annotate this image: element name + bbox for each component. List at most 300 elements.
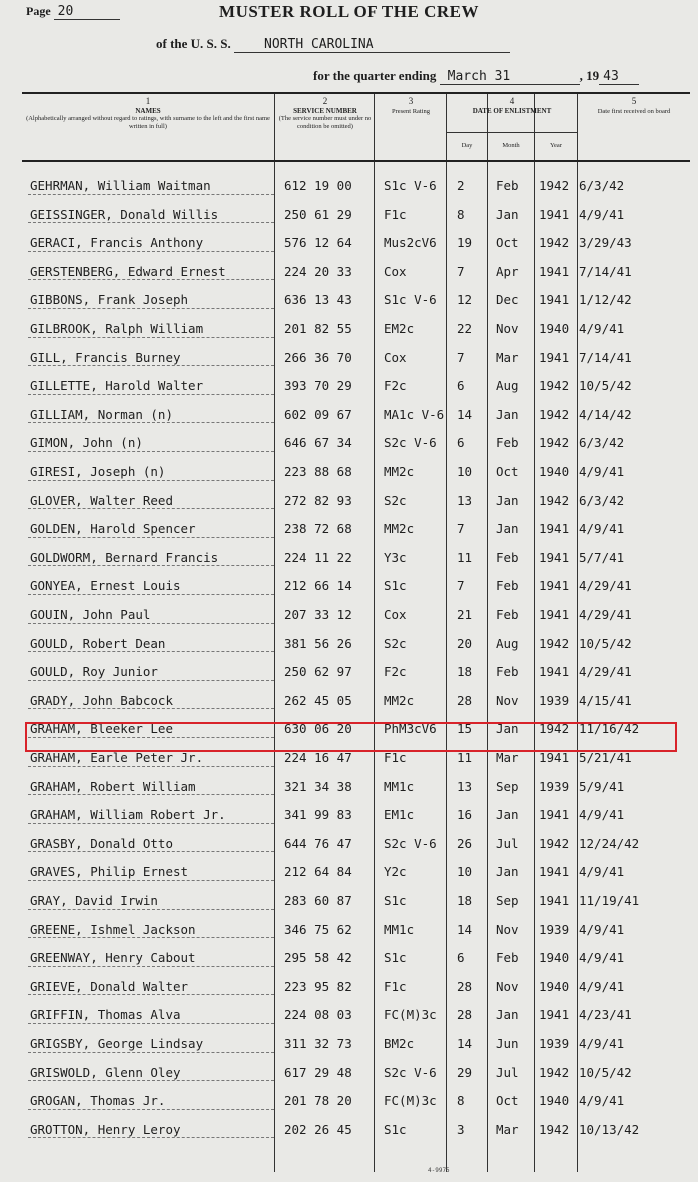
header-names bbox=[26, 98, 270, 130]
crew-name: GONYEA, Ernest Louis bbox=[30, 578, 181, 594]
enlist-year: 1941 bbox=[539, 750, 570, 765]
crew-name: GREENWAY, Henry Cabout bbox=[30, 950, 196, 966]
date-received: 11/19/41 bbox=[579, 893, 640, 908]
enlist-year: 1942 bbox=[539, 1121, 570, 1137]
date-received: 1/12/42 bbox=[579, 292, 632, 308]
enlist-day: 11 bbox=[457, 549, 473, 565]
enlist-year: 1941 bbox=[539, 578, 570, 594]
table-row bbox=[22, 942, 690, 971]
date-received: 4/9/41 bbox=[579, 321, 625, 336]
present-rating: F1c bbox=[384, 978, 407, 994]
header-enlistment bbox=[447, 98, 577, 115]
date-received: 10/5/42 bbox=[579, 635, 632, 651]
crew-name: GOULD, Robert Dean bbox=[30, 635, 166, 651]
year-suffix: 43 bbox=[599, 69, 639, 85]
present-rating: F1c bbox=[384, 206, 407, 222]
enlist-month: Jul bbox=[496, 1064, 519, 1080]
present-rating: S2c V-6 bbox=[384, 435, 437, 451]
table-row bbox=[22, 199, 690, 228]
enlist-month: Jan bbox=[496, 206, 519, 222]
enlist-day: 20 bbox=[457, 635, 473, 651]
crew-name: GOLDEN, Harold Spencer bbox=[30, 521, 196, 537]
header-service-num: 2 bbox=[322, 96, 328, 106]
present-rating: S1c V-6 bbox=[384, 178, 437, 193]
service-number: 636 13 43 bbox=[284, 292, 352, 308]
enlist-month: Feb bbox=[496, 178, 519, 193]
crew-name: GRIGSBY, George Lindsay bbox=[30, 1036, 204, 1051]
header-enlistment-title: DATE OF ENLISTMENT bbox=[472, 106, 552, 115]
date-received: 4/9/41 bbox=[579, 1093, 625, 1109]
enlist-month: Jan bbox=[496, 521, 519, 537]
crew-name: GROGAN, Thomas Jr. bbox=[30, 1093, 166, 1109]
enlist-year: 1939 bbox=[539, 692, 570, 708]
service-number: 311 32 73 bbox=[284, 1036, 352, 1051]
enlist-month: Jan bbox=[496, 492, 519, 508]
date-received: 3/29/43 bbox=[579, 235, 632, 251]
enlist-year: 1941 bbox=[539, 607, 570, 622]
enlist-day: 8 bbox=[457, 1093, 465, 1109]
crew-name: GRAHAM, Bleeker Lee bbox=[30, 721, 173, 737]
table-row bbox=[22, 542, 690, 571]
service-number: 646 67 34 bbox=[284, 435, 352, 451]
date-received: 4/9/41 bbox=[579, 921, 625, 937]
service-number: 612 19 00 bbox=[284, 178, 352, 193]
enlist-day: 12 bbox=[457, 292, 473, 308]
enlist-month: Jan bbox=[496, 1007, 519, 1023]
crew-name: GILBROOK, Ralph William bbox=[30, 321, 204, 336]
present-rating: Y3c bbox=[384, 549, 407, 565]
crew-name: GRAVES, Philip Ernest bbox=[30, 864, 189, 880]
table-row bbox=[22, 227, 690, 256]
enlist-day: 19 bbox=[457, 235, 473, 251]
enlist-year: 1941 bbox=[539, 549, 570, 565]
present-rating: Cox bbox=[384, 263, 407, 279]
present-rating: S1c bbox=[384, 950, 407, 966]
present-rating: F2c bbox=[384, 664, 407, 680]
present-rating: S1c bbox=[384, 893, 407, 908]
enlist-day: 15 bbox=[457, 721, 473, 737]
enlist-year: 1942 bbox=[539, 178, 570, 193]
table-row bbox=[22, 399, 690, 428]
crew-name: GERSTENBERG, Edward Ernest bbox=[30, 263, 226, 279]
table-row bbox=[22, 971, 690, 1000]
table-row bbox=[22, 313, 690, 342]
service-number: 201 82 55 bbox=[284, 321, 352, 336]
enlist-month: Aug bbox=[496, 378, 519, 394]
enlist-year: 1942 bbox=[539, 635, 570, 651]
enlist-year: 1940 bbox=[539, 1093, 570, 1109]
enlist-day: 13 bbox=[457, 778, 473, 794]
enlist-month: Nov bbox=[496, 978, 519, 994]
date-received: 7/14/41 bbox=[579, 263, 632, 279]
date-received: 4/9/41 bbox=[579, 978, 625, 994]
header-rating bbox=[377, 98, 445, 115]
present-rating: F1c bbox=[384, 750, 407, 765]
service-number: 202 26 45 bbox=[284, 1121, 352, 1137]
service-number: 617 29 48 bbox=[284, 1064, 352, 1080]
present-rating: Mus2cV6 bbox=[384, 235, 437, 251]
enlist-month: Feb bbox=[496, 664, 519, 680]
service-number: 602 09 67 bbox=[284, 406, 352, 422]
date-received: 10/5/42 bbox=[579, 1064, 632, 1080]
service-number: 250 62 97 bbox=[284, 664, 352, 680]
date-received: 5/7/41 bbox=[579, 549, 625, 565]
enlist-day: 28 bbox=[457, 1007, 473, 1023]
form-number: 4-9975 bbox=[428, 1167, 450, 1174]
table-row bbox=[22, 1057, 690, 1086]
present-rating: EM1c bbox=[384, 807, 415, 823]
present-rating: MM2c bbox=[384, 464, 415, 479]
crew-table bbox=[22, 92, 690, 1172]
crew-name: GEHRMAN, William Waitman bbox=[30, 178, 211, 193]
enlist-year: 1940 bbox=[539, 950, 570, 966]
date-received: 4/9/41 bbox=[579, 807, 625, 823]
enlist-month: Jan bbox=[496, 721, 519, 737]
table-row bbox=[22, 370, 690, 399]
crew-name: GILLIAM, Norman (n) bbox=[30, 406, 173, 422]
present-rating: Cox bbox=[384, 607, 407, 622]
enlist-year: 1942 bbox=[539, 435, 570, 451]
service-number: 224 11 22 bbox=[284, 549, 352, 565]
table-row bbox=[22, 456, 690, 485]
enlist-day: 14 bbox=[457, 1036, 473, 1051]
crew-name: GRADY, John Babcock bbox=[30, 692, 173, 708]
enlist-month: Sep bbox=[496, 893, 519, 908]
service-number: 238 72 68 bbox=[284, 521, 352, 537]
date-received: 6/3/42 bbox=[579, 435, 625, 451]
header-names-title: NAMES bbox=[135, 106, 161, 115]
enlist-day: 16 bbox=[457, 807, 473, 823]
table-row bbox=[22, 885, 690, 914]
present-rating: Y2c bbox=[384, 864, 407, 880]
enlist-month: Apr bbox=[496, 263, 519, 279]
header-received-title: Date first received on board bbox=[597, 107, 671, 115]
enlist-month: Jan bbox=[496, 807, 519, 823]
enlist-year: 1942 bbox=[539, 235, 570, 251]
enlist-year: 1942 bbox=[539, 1064, 570, 1080]
enlist-month: Mar bbox=[496, 349, 519, 365]
enlist-year: 1941 bbox=[539, 864, 570, 880]
enlist-day: 18 bbox=[457, 664, 473, 680]
date-received: 4/14/42 bbox=[579, 406, 632, 422]
service-number: 207 33 12 bbox=[284, 607, 352, 622]
table-row bbox=[22, 1114, 690, 1143]
enlist-month: Feb bbox=[496, 549, 519, 565]
present-rating: MM1c bbox=[384, 778, 415, 794]
enlist-day: 10 bbox=[457, 864, 473, 880]
enlist-day: 28 bbox=[457, 978, 473, 994]
crew-name: GLOVER, Walter Reed bbox=[30, 492, 173, 508]
crew-name: GOUIN, John Paul bbox=[30, 607, 151, 622]
enlist-year: 1941 bbox=[539, 664, 570, 680]
enlist-month: Sep bbox=[496, 778, 519, 794]
crew-name: GOLDWORM, Bernard Francis bbox=[30, 549, 219, 565]
present-rating: BM2c bbox=[384, 1036, 415, 1051]
header-received bbox=[580, 98, 688, 115]
enlist-year: 1941 bbox=[539, 1007, 570, 1023]
header-day: Day bbox=[461, 142, 473, 149]
enlist-month: Jul bbox=[496, 835, 519, 851]
crew-name: GILLETTE, Harold Walter bbox=[30, 378, 204, 394]
service-number: 223 95 82 bbox=[284, 978, 352, 994]
header-service-note: (The service number must under no condition be omitted) bbox=[278, 115, 372, 130]
enlist-year: 1941 bbox=[539, 263, 570, 279]
enlist-month: Mar bbox=[496, 750, 519, 765]
present-rating: EM2c bbox=[384, 321, 415, 336]
ship-line bbox=[156, 36, 510, 53]
service-number: 295 58 42 bbox=[284, 950, 352, 966]
service-number: 224 16 47 bbox=[284, 750, 352, 765]
enlist-month: Jan bbox=[496, 406, 519, 422]
crew-name: GRIEVE, Donald Walter bbox=[30, 978, 189, 994]
crew-name: GRAY, David Irwin bbox=[30, 893, 158, 908]
ship-label: of the U. S. S. bbox=[156, 36, 231, 51]
crew-name: GRAHAM, Robert William bbox=[30, 778, 196, 794]
date-received: 10/5/42 bbox=[579, 378, 632, 394]
service-number: 212 66 14 bbox=[284, 578, 352, 594]
service-number: 224 08 03 bbox=[284, 1007, 352, 1023]
service-number: 212 64 84 bbox=[284, 864, 352, 880]
date-received: 4/29/41 bbox=[579, 607, 632, 622]
document-title: MUSTER ROLL OF THE CREW bbox=[219, 2, 479, 21]
table-row bbox=[22, 628, 690, 657]
service-number: 266 36 70 bbox=[284, 349, 352, 365]
enlist-year: 1939 bbox=[539, 921, 570, 937]
crew-name: GIBBONS, Frank Joseph bbox=[30, 292, 189, 308]
table-row bbox=[22, 656, 690, 685]
service-number: 272 82 93 bbox=[284, 492, 352, 508]
enlist-year: 1941 bbox=[539, 521, 570, 537]
table-row bbox=[22, 342, 690, 371]
service-number: 381 56 26 bbox=[284, 635, 352, 651]
date-received: 4/9/41 bbox=[579, 1036, 625, 1051]
enlist-month: Dec bbox=[496, 292, 519, 308]
date-received: 4/15/41 bbox=[579, 692, 632, 708]
date-received: 6/3/42 bbox=[579, 178, 625, 193]
date-received: 4/29/41 bbox=[579, 578, 632, 594]
date-received: 4/9/41 bbox=[579, 950, 625, 966]
page-label-text: Page bbox=[26, 4, 51, 18]
date-received: 4/9/41 bbox=[579, 464, 625, 479]
service-number: 576 12 64 bbox=[284, 235, 352, 251]
enlist-year: 1942 bbox=[539, 835, 570, 851]
table-row bbox=[22, 427, 690, 456]
date-received: 4/29/41 bbox=[579, 664, 632, 680]
header-rating-title: Present Rating bbox=[391, 107, 431, 115]
enlist-day: 7 bbox=[457, 521, 465, 537]
enlist-day: 13 bbox=[457, 492, 473, 508]
date-received: 5/21/41 bbox=[579, 750, 632, 765]
header-names-note: (Alphabetically arranged without regard to ratings, with surname to the left and the first name written in full) bbox=[26, 115, 270, 130]
crew-name: GERACI, Francis Anthony bbox=[30, 235, 204, 251]
enlist-month: Feb bbox=[496, 950, 519, 966]
header-year: Year bbox=[550, 142, 562, 149]
table-row bbox=[22, 914, 690, 943]
present-rating: PhM3cV6 bbox=[384, 721, 437, 737]
date-received: 12/24/42 bbox=[579, 835, 640, 851]
year-prefix: , 19 bbox=[579, 68, 600, 83]
enlist-year: 1940 bbox=[539, 464, 570, 479]
enlist-day: 14 bbox=[457, 921, 473, 937]
enlist-year: 1941 bbox=[539, 893, 570, 908]
service-number: 224 20 33 bbox=[284, 263, 352, 279]
date-received: 6/3/42 bbox=[579, 492, 625, 508]
crew-name: GROTTON, Henry Leroy bbox=[30, 1121, 181, 1137]
enlist-year: 1940 bbox=[539, 978, 570, 994]
present-rating: S2c V-6 bbox=[384, 1064, 437, 1080]
enlist-day: 22 bbox=[457, 321, 473, 336]
enlist-month: Oct bbox=[496, 1093, 519, 1109]
enlist-day: 26 bbox=[457, 835, 473, 851]
present-rating: F2c bbox=[384, 378, 407, 394]
enlist-day: 21 bbox=[457, 607, 473, 622]
date-received: 4/9/41 bbox=[579, 206, 625, 222]
enlist-month: Feb bbox=[496, 607, 519, 622]
enlist-year: 1941 bbox=[539, 206, 570, 222]
service-number: 223 88 68 bbox=[284, 464, 352, 479]
present-rating: S2c bbox=[384, 492, 407, 508]
enlist-day: 6 bbox=[457, 378, 465, 394]
enlist-month: Feb bbox=[496, 435, 519, 451]
enlist-year: 1942 bbox=[539, 378, 570, 394]
table-row bbox=[22, 1085, 690, 1114]
quarter-date: March 31 bbox=[440, 69, 580, 85]
date-received: 7/14/41 bbox=[579, 349, 632, 365]
enlist-month: Jan bbox=[496, 864, 519, 880]
date-received: 5/9/41 bbox=[579, 778, 625, 794]
crew-name: GRIFFIN, Thomas Alva bbox=[30, 1007, 181, 1023]
enlist-day: 11 bbox=[457, 750, 473, 765]
date-received: 4/23/41 bbox=[579, 1007, 632, 1023]
enlist-month: Feb bbox=[496, 578, 519, 594]
ship-name: NORTH CAROLINA bbox=[234, 37, 510, 53]
enlist-month: Nov bbox=[496, 692, 519, 708]
enlist-day: 14 bbox=[457, 406, 473, 422]
enlist-month: Oct bbox=[496, 235, 519, 251]
enlist-month: Nov bbox=[496, 321, 519, 336]
present-rating: S1c V-6 bbox=[384, 292, 437, 308]
date-received: 4/9/41 bbox=[579, 864, 625, 880]
service-number: 321 34 38 bbox=[284, 778, 352, 794]
enlist-year: 1942 bbox=[539, 406, 570, 422]
present-rating: Cox bbox=[384, 349, 407, 365]
present-rating: FC(M)3c bbox=[384, 1093, 437, 1109]
header-service bbox=[278, 98, 372, 130]
crew-name: GEISSINGER, Donald Willis bbox=[30, 206, 219, 222]
quarter-label: for the quarter ending bbox=[313, 68, 437, 83]
table-row bbox=[22, 599, 690, 628]
crew-name: GIMON, John (n) bbox=[30, 435, 143, 451]
crew-name: GILL, Francis Burney bbox=[30, 349, 181, 365]
header-rating-num: 3 bbox=[408, 96, 414, 106]
crew-name: GRISWOLD, Glenn Oley bbox=[30, 1064, 181, 1080]
enlist-day: 7 bbox=[457, 349, 465, 365]
service-number: 283 60 87 bbox=[284, 893, 352, 908]
enlist-month: Mar bbox=[496, 1121, 519, 1137]
enlist-year: 1940 bbox=[539, 321, 570, 336]
table-row bbox=[22, 1028, 690, 1057]
crew-name: GRASBY, Donald Otto bbox=[30, 835, 173, 851]
enlist-day: 2 bbox=[457, 178, 465, 193]
present-rating: S2c bbox=[384, 635, 407, 651]
enlist-year: 1939 bbox=[539, 778, 570, 794]
present-rating: S2c V-6 bbox=[384, 835, 437, 851]
table-row bbox=[22, 256, 690, 285]
enlist-year: 1942 bbox=[539, 721, 570, 737]
service-number: 250 61 29 bbox=[284, 206, 352, 222]
present-rating: MA1c V-6 bbox=[384, 406, 445, 422]
table-row bbox=[22, 513, 690, 542]
enlist-day: 6 bbox=[457, 950, 465, 966]
table-row bbox=[22, 999, 690, 1028]
table-row bbox=[22, 799, 690, 828]
crew-name: GOULD, Roy Junior bbox=[30, 664, 158, 680]
enlist-day: 7 bbox=[457, 578, 465, 594]
page-number: 20 bbox=[54, 4, 120, 20]
enlist-month: Jun bbox=[496, 1036, 519, 1051]
table-row bbox=[22, 485, 690, 514]
present-rating: MM1c bbox=[384, 921, 415, 937]
enlist-year: 1941 bbox=[539, 349, 570, 365]
table-row bbox=[22, 570, 690, 599]
table-row bbox=[22, 685, 690, 714]
present-rating: S1c bbox=[384, 1121, 407, 1137]
header-service-title: SERVICE NUMBER bbox=[293, 106, 357, 115]
header-received-num: 5 bbox=[631, 96, 637, 106]
enlist-year: 1941 bbox=[539, 292, 570, 308]
service-number: 630 06 20 bbox=[284, 721, 352, 737]
present-rating: FC(M)3c bbox=[384, 1007, 437, 1023]
date-received: 4/9/41 bbox=[579, 521, 625, 537]
present-rating: MM2c bbox=[384, 521, 415, 537]
highlight-box bbox=[25, 722, 677, 752]
enlist-day: 7 bbox=[457, 263, 465, 279]
table-row bbox=[22, 771, 690, 800]
service-number: 644 76 47 bbox=[284, 835, 352, 851]
service-number: 201 78 20 bbox=[284, 1093, 352, 1109]
service-number: 262 45 05 bbox=[284, 692, 352, 708]
enlist-day: 3 bbox=[457, 1121, 465, 1137]
table-row bbox=[22, 170, 690, 199]
enlist-month: Aug bbox=[496, 635, 519, 651]
enlist-year: 1939 bbox=[539, 1036, 570, 1051]
table-row bbox=[22, 856, 690, 885]
enlist-day: 18 bbox=[457, 893, 473, 908]
header-bottom-rule bbox=[22, 160, 690, 162]
enlist-month: Nov bbox=[496, 921, 519, 937]
quarter-line bbox=[313, 68, 639, 85]
crew-name: GRAHAM, Earle Peter Jr. bbox=[30, 750, 204, 765]
date-received: 10/13/42 bbox=[579, 1121, 640, 1137]
enlist-day: 28 bbox=[457, 692, 473, 708]
service-number: 341 99 83 bbox=[284, 807, 352, 823]
date-received: 11/16/42 bbox=[579, 721, 640, 737]
enlist-month: Oct bbox=[496, 464, 519, 479]
header-names-num: 1 bbox=[145, 96, 151, 106]
crew-name: GREENE, Ishmel Jackson bbox=[30, 921, 196, 937]
service-number: 346 75 62 bbox=[284, 921, 352, 937]
enlist-day: 6 bbox=[457, 435, 465, 451]
enlist-day: 8 bbox=[457, 206, 465, 222]
enlist-year: 1941 bbox=[539, 807, 570, 823]
enlist-year: 1942 bbox=[539, 492, 570, 508]
present-rating: S1c bbox=[384, 578, 407, 594]
enlist-day: 10 bbox=[457, 464, 473, 479]
table-row bbox=[22, 284, 690, 313]
header-month: Month bbox=[502, 142, 520, 149]
enlist-day: 29 bbox=[457, 1064, 473, 1080]
crew-name: GIRESI, Joseph (n) bbox=[30, 464, 166, 479]
